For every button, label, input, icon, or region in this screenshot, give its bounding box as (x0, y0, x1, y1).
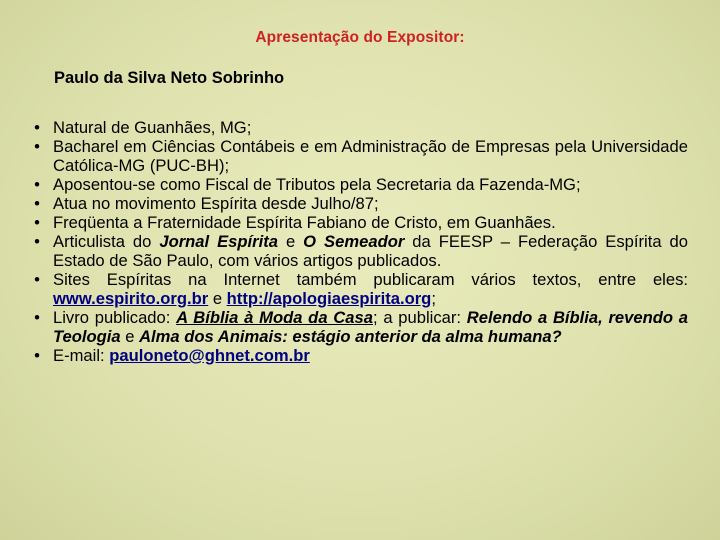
text-segment: E-mail: (53, 346, 110, 365)
list-item (30, 213, 688, 232)
bullet-icon: • (34, 308, 40, 327)
item-text (53, 232, 688, 270)
text-segment: ; (431, 289, 436, 308)
text-segment: Articulista do (53, 232, 160, 251)
website-link[interactable]: http://apologiaespirita.org (226, 289, 432, 308)
item-text (53, 270, 688, 308)
item-text: Bacharel em Ciências Contábeis e em Administração de Empresas pela Universidade Católica-MG (PUC-BH); (53, 137, 688, 175)
text-segment: Livro publicado: (53, 308, 177, 327)
text-segment: e (120, 327, 140, 346)
bullet-icon: • (34, 194, 40, 213)
item-text (53, 308, 688, 346)
website-link[interactable]: www.espirito.org.br (53, 289, 209, 308)
book-title: A Bíblia à Moda da Casa (176, 308, 373, 327)
list-item (30, 270, 688, 308)
text-segment: da FEESP – Federação Espírita do Estado de São Paulo, com vários artigos publicados. (53, 232, 688, 270)
slide-title: Apresentação do Expositor: (255, 29, 465, 46)
text-segment: e (277, 232, 304, 251)
item-text: Aposentou-se como Fiscal de Tributos pela Secretaria da Fazenda-MG; (53, 175, 581, 194)
item-text: Freqüenta a Fraternidade Espírita Fabiano de Cristo, em Guanhães. (53, 213, 556, 232)
item-text: Atua no movimento Espírita desde Julho/87; (53, 194, 379, 213)
bullet-icon: • (34, 175, 40, 194)
bullet-icon: • (34, 270, 40, 289)
list-item (30, 346, 688, 365)
text-segment: e (208, 289, 227, 308)
bullet-icon: • (34, 137, 40, 156)
bullet-icon: • (34, 232, 40, 251)
list-item (30, 137, 688, 175)
bullet-icon: • (34, 346, 40, 365)
list-item (30, 175, 688, 194)
newspaper-title: Jornal Espírita (159, 232, 278, 251)
bullet-list (30, 118, 688, 365)
book-title: Relendo a Bíblia, revendo a Teologia (53, 308, 689, 346)
email-link[interactable]: pauloneto@ghnet.com.br (109, 346, 310, 365)
text-segment: Sites Espíritas na Internet também publicaram vários textos, entre eles: (53, 270, 688, 289)
newspaper-title: O Semeador (303, 232, 405, 251)
bullet-icon: • (34, 213, 40, 232)
list-item (30, 308, 688, 346)
text-segment: ; a publicar: (372, 308, 467, 327)
list-item (30, 118, 688, 137)
bullet-icon: • (34, 118, 40, 137)
list-item (30, 232, 688, 270)
item-text: Natural de Guanhães, MG; (53, 118, 252, 137)
presenter-name: Paulo da Silva Neto Sobrinho (54, 69, 285, 87)
book-title: Alma dos Animais: estágio anterior da alma humana? (139, 327, 562, 346)
item-text (53, 346, 688, 365)
list-item (30, 194, 688, 213)
